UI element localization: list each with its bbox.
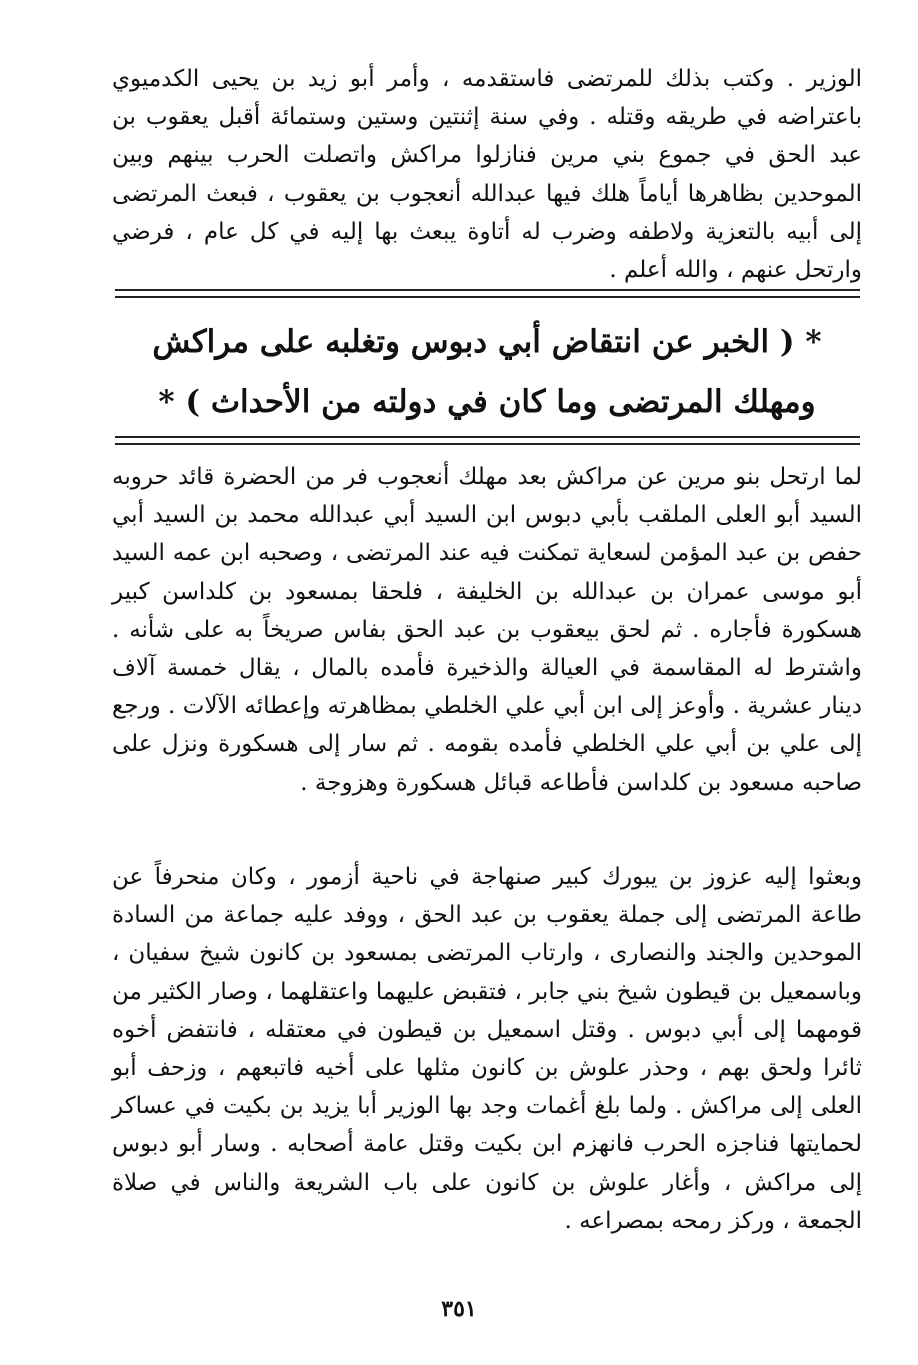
heading-line-2: ومهلك المرتضى وما كان في دولته من الأحداث ) * <box>158 384 816 420</box>
bottom-rule-upper <box>115 436 860 438</box>
paragraph-3: وبعثوا إليه عزوز بن يبورك كبير صنهاجة في ناحية أزمور ، وكان منحرفاً عن طاعة المرتضى إلى جملة يعقوب بن عبد الحق ، ووفد عليه جماعة من السادة الموحدين والجند والنصارى ، وارتاب المرتضى بمسعود بن كانون شيخ سفيان ، وباسمعيل بن قيطون شيخ بني جابر ، فتقبض عليهما واعتقلهما ، وصار الكثير من قومهما إلى أبي دبوس . وقتل اسمعيل بن قيطون في معتقله ، فانتفض أخوه ثائرا ولحق بهم ، وحذر علوش بن كانون مثلها على أخيه فاتبعهم ، وزحف أبو العلى إلى مراكش . ولما بلغ أغمات وجد بها الوزير أبا يزيد بن بكيت في عساكر لحمايتها فناجزه الحرب فانهزم ابن بكيت وقتل عامة أصحابه . وسار أبو دبوس إلى مراكش ، وأغار علوش بن كانون على باب الشريعة والناس في صلاة الجمعة ، وركز رمحه بمصراعه . <box>112 864 862 1234</box>
paragraph-1: الوزير . وكتب بذلك للمرتضى فاستقدمه ، وأمر أبو زيد بن يحيى الكدميوي باعتراضه في طريقه وقتله . وفي سنة إثنتين وستين وستمائة أقبل يعقوب بن عبد الحق في جموع بني مرين فنازلوا مراكش واتصلت الحرب بينهم وبين الموحدين بظاهرها أياماً هلك فيها عبدالله أنعجوب بن يعقوب ، فبعث المرتضى إلى أبيه بالتعزية ولاطفه وضرب له أتاوة يبعث بها إليه في كل عام ، فرضي وارتحل عنهم ، والله أعلم . <box>112 66 862 284</box>
paragraph-2: لما ارتحل بنو مرين عن مراكش بعد مهلك أنعجوب فر من الحضرة قائد حروبه السيد أبو العلى الملقب بأبي دبوس ابن السيد أبي عبدالله محمد بن السيد أبي حفص بن عبد المؤمن لسعاية تمكنت فيه عند المرتضى ، وصحبه ابن عمه السيد أبو موسى عمران بن عبدالله بن الخليفة ، فلحقا بمسعود بن كلداسن كبير هسكورة فأجاره . ثم لحق بيعقوب بن عبد الحق بفاس صريخاً به على شأنه . واشترط له المقاسمة في العيالة والذخيرة فأمده بالمال ، يقال خمسة آلاف دينار عشرية . وأوعز إلى ابن أبي علي الخلطي بمظاهرته وإعطائه الآلات . ورجع إلى علي بن أبي علي الخلطي فأمده بقومه . ثم سار إلى هسكورة ونزل على صاحبه مسعود بن كلداسن فأطاعه قبائل هسكورة وهزوجة . <box>112 464 862 796</box>
heading-line-1: * ( الخبر عن انتقاض أبي دبوس وتغلبه على مراكش <box>152 324 822 360</box>
bottom-rule-lower <box>115 443 860 445</box>
top-rule-upper <box>115 289 860 291</box>
page-number: ٣٥١ <box>441 1296 477 1322</box>
section-heading <box>112 312 862 432</box>
top-rule-lower <box>115 296 860 298</box>
